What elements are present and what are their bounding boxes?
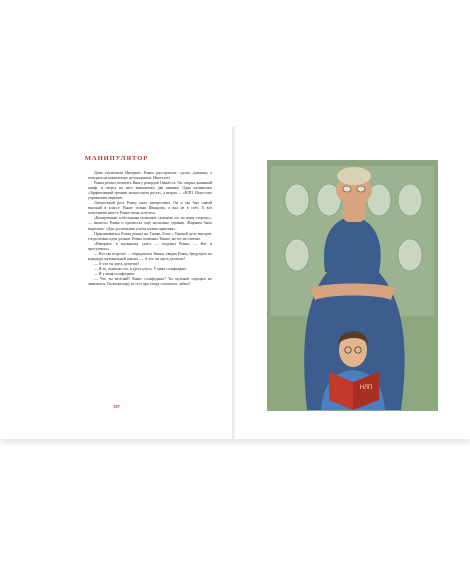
page-number: 107 bbox=[113, 404, 120, 409]
paragraph: — И у меня сольфеджио. bbox=[94, 271, 136, 276]
paragraph: — Я-то, понятно что, я здесь учусь. У меня сольфеджио. bbox=[94, 266, 188, 271]
paragraph: — А что ты здесь делаешь? bbox=[94, 261, 140, 266]
paragraph: — Что ты весёлый? Какое сольфеджио? Ты музыкой отродясь не занимался. Ты вчера пару за тест про опору схлопотал, забыл? bbox=[88, 276, 212, 287]
paragraph: — Вот так встреча! — обрадовался Тишка, увидев Ромку, бредущего по коридору музыкальной школы. — А что ты здесь делаешь? bbox=[88, 251, 212, 261]
paragraph: Личностный рост Ромку мало интересовал. Он и так был самый высокий в классе. Выше только Иванцова, а она не в счёт. А вот попутывать кем-то Ромке очень хотелось. bbox=[88, 201, 212, 216]
paragraph: Ромка решил почитать Книгу рекордов Гиннесса. Он открыл книжный шкаф, и сверху на него вывалились две книжки. Одна называлась «Эффективный тренинг личностного роста», а вторая — «НЛП. Искусство управления людьми». bbox=[88, 181, 212, 201]
body-text bbox=[88, 171, 212, 287]
book-spread bbox=[0, 127, 470, 439]
paragraph: Практиковаться Ромка решил на Тишке. Если с Тишкой дело выгорит, тогда можно идти дальше. Ромка позвонил Тишке, но тот не отвечал. bbox=[88, 231, 212, 241]
left-page bbox=[0, 127, 233, 439]
chapter-title: МАНИПУЛЯТОР bbox=[84, 155, 149, 162]
paragraph: Дома отключили Интернет. Ромка расстроился: сделал домашку, а поиграть на компьютере не поиграешь. Иметь нет. bbox=[88, 171, 212, 181]
illustration bbox=[267, 160, 438, 411]
right-page bbox=[235, 127, 470, 439]
book-cover-text: НЛП bbox=[359, 385, 373, 391]
paragraph: «Наверное, в музыкалку ушёл, — подумал Ромка. — Вот и прогуляюсь». bbox=[88, 241, 212, 251]
illustration-artwork bbox=[267, 160, 438, 411]
paragraph: «Копирование собеседника позволяет склонить его на нашу сторону», — вычитал Ромка и прочистал ещё несколько страниц. Жирным было выделено: «Для достижения успеха нужна практика». bbox=[88, 216, 212, 231]
